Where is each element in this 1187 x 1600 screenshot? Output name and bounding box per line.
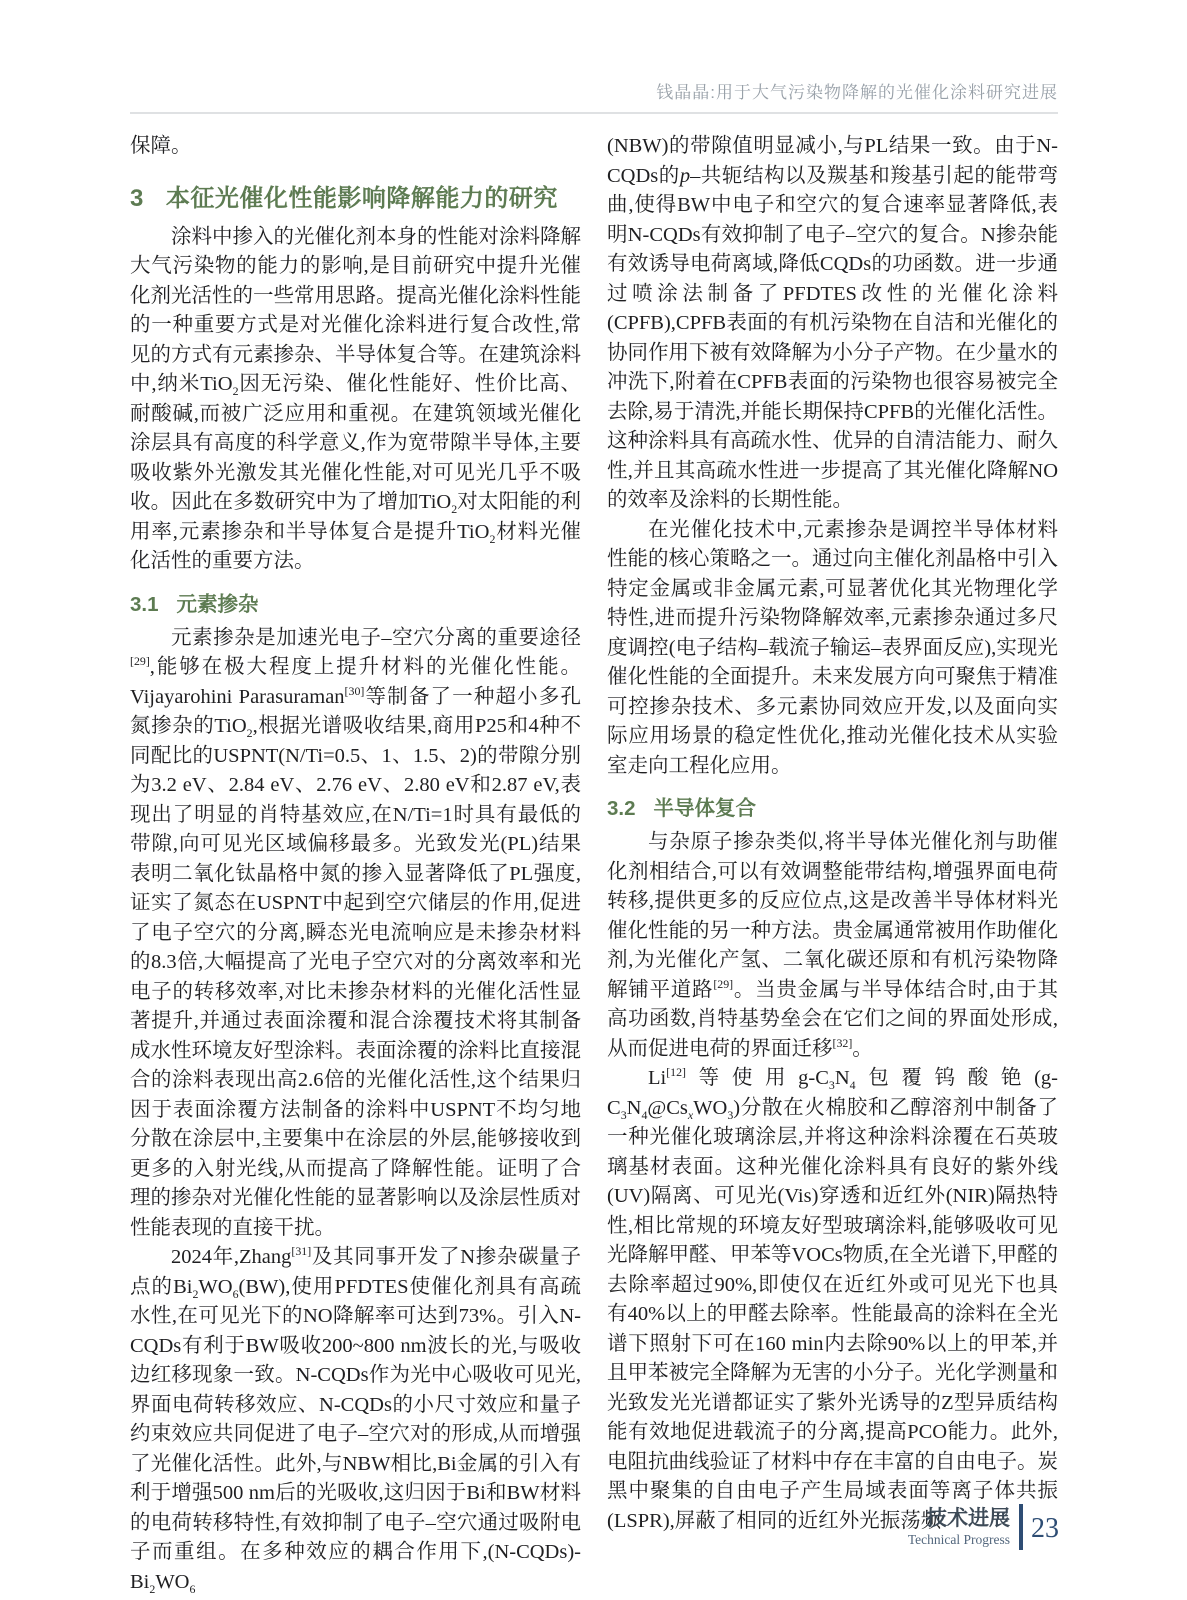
section-title: 本征光催化性能影响降解能力的研究 [165, 184, 558, 212]
subsection-title: 半导体复合 [653, 797, 756, 820]
left-column [130, 132, 581, 1597]
right-column [607, 132, 1058, 1597]
paragraph-element-doping-2: 2024年,Zhang[31]及其同事开发了N掺杂碳量子点的$Bi_2WO_6(BW)$,使用PFDTES使催化剂具有高疏水性,在可见光下的NO降解率可达到73%。引入N-CQDs有利于BW吸收200~800 nm波长的光,与吸收边红移现象一致。N-CQDs作为光中心吸收可见光,界面电荷转移效应、N-CQDs的小尺寸效应和量子约束效应共同促进了电子–空穴对的形成,从而增强了光催化活性。此外,与NBW相比,Bi金属的引入有利于增强500 nm后的光吸收,这归因于Bi和BW材料的电荷转移特性,有效抑制了电子–空穴通过吸附电子而重组。在多种效应的耦合作用下$,(N-CQDs)-Bi_2WO_6$ [130, 1244, 581, 1596]
paragraph-doping-outlook: 在光催化技术中,元素掺杂是调控半导体材料性能的核心策略之一。通过向主催化剂晶格中引入特定金属或非金属元素,可显著优化其光物理化学特性,进而提升污染物降解效率,元素掺杂通过多尺度调控(电子结构–载流子输运–表界面反应),实现光催化性能的全面提升。未来发展方向可聚焦于精准可控掺杂技术、多元素协同效应开发,以及面向实际应用场景的稳定性优化,推动光催化技术从实验室走向工程化应用。 [607, 518, 1058, 777]
footer-divider [1019, 1504, 1023, 1550]
subsection-title: 元素掺杂 [176, 592, 259, 616]
running-title: 钱晶晶:用于大气污染物降解的光催化涂料研究进展 [130, 78, 1058, 114]
page-number: 23 [1031, 1513, 1059, 1544]
footer-section-cn: 技术进展 [926, 1506, 1010, 1530]
subsection-number: 3.1 [130, 592, 159, 616]
footer-section-labels [908, 1507, 1010, 1548]
subsection-number: 3.2 [607, 797, 636, 820]
paragraph-element-doping-1: 元素掺杂是加速光电子–空穴分离的重要途径[29],能够在极大程度上提升材料的光催化性能。Vijayarohini Parasuraman[30]等制备了一种超小多孔氮掺杂的TiO$_2$,根据光谱吸收结果,商用P25和4种不同配比的USPNT(N/Ti=0.5、1、1.5、2)的带隙分别为3.2 eV、2.84 eV、2.76 eV、2.80 eV和2.87 eV,表现出了明显的肖特基效应,在N/Ti=1时具有最低的带隙,向可见光区域偏移最多。光致发光(PL)结果表明二氧化钛晶格中氮的掺入显著降低了PL强度,证实了氮态在USPNT中起到空穴储层的作用,促进了电子空穴的分离,瞬态光电流响应是未掺杂材料的8.3倍,大幅提高了光电子空穴对的分离效率和光电子的转移效率,对比未掺杂材料的光催化活性显著提升,并通过表面涂覆和混合涂覆技术将其制备成水性环境友好型涂料。表面涂覆的涂料比直接混合的涂料表现出高2.6倍的光催化活性,这个结果归因于表面涂覆方法制备的涂料中USPNT不均匀地分散在涂层中,主要集中在涂层的外层,能够接收到更多的入射光线,从而提高了降解性能。证明了合理的掺杂对光催化性能的显著影响以及涂层性质对性能表现的直接干扰。 [130, 626, 581, 1239]
page-footer [908, 1504, 1059, 1550]
paragraph-intro: 涂料中掺入的光催化剂本身的性能对涂料降解大气污染物的能力的影响,是目前研究中提升光催化剂光活性的一些常用思路。提高光催化涂料性能的一种重要方式是对光催化涂料进行复合改性,常见的方式有元素掺杂、半导体复合等。在建筑涂料中,纳米TiO$_2$因无污染、催化性能好、性价比高、耐酸碱,而被广泛应用和重视。在建筑领域光催化涂层具有高度的科学意义,作为宽带隙半导体,主要吸收紫外光激发其光催化性能,对可见光几乎不吸收。因此在多数研究中为了增加TiO$_2$对太阳能的利用率,元素掺杂和半导体复合是提升TiO$_2$材料光催化活性的重要方法。 [130, 225, 581, 572]
paragraph-semiconductor-2: Li[12]等使用$g-C_3N_4$包覆钨酸铯$(g-C_3N_4@Cs_xWO_3)$分散在火棉胶和乙醇溶剂中制备了一种光催化玻璃涂层,并将这种涂料涂覆在石英玻璃基材表面。这种光催化涂料具有良好的紫外线(UV)隔离、可见光(Vis)穿透和近红外(NIR)隔热特性,相比常规的环境友好型玻璃涂料,能够吸收可见光降解甲醛、甲苯等VOCs物质,在全光谱下,甲醛的去除率超过90%,即使仅在近红外或可见光下也具有40%以上的甲醛去除率。性能最高的涂料在全光谱下照射下可在160 min内去除90%以上的甲苯,并且甲苯被完全降解为无害的小分子。光化学测量和光致发光光谱都证实了紫外光诱导的Z型异质结构能有效地促进载流子的分离,提高PCO能力。此外,电阻抗曲线验证了材料中存在丰富的自由电子。炭黑中聚集的自由电子产生局域表面等离子体共振(LSPR),屏蔽了相同的近红外光振荡频 [607, 1065, 1059, 1532]
footer-section-en: Technical Progress [907, 1531, 1010, 1547]
article-body [130, 132, 1058, 1597]
paragraph-semiconductor-1: 与杂原子掺杂类似,将半导体光催化剂与助催化剂相结合,可以有效调整能带结构,增强界面电荷转移,提供更多的反应位点,这是改善半导体材料光催化性能的另一种方法。贵金属通常被用作助催化剂,为光催化产氢、二氧化碳还原和有机污染物降解铺平道路[29]。当贵金属与半导体结合时,由于其高功函数,肖特基势垒会在它们之间的界面处形成,从而促进电荷的界面迁移[32]。 [607, 831, 1058, 1060]
subsection-heading-3-2 [607, 791, 1058, 821]
subsection-heading-3-1 [130, 587, 581, 617]
paragraph-nbw-continuation: (NBW)的带隙值明显减小,与PL结果一致。由于N-CQDs的p–共轭结构以及羰基和羧基引起的能带弯曲,使得BW中电子和空穴的复合速率显著降低,表明N-CQDs有效抑制了电子–空穴的复合。N掺杂能有效诱导电荷离域,降低CQDs的功函数。进一步通过喷涂法制备了PFDTES改性的光催化涂料(CPFB),CPFB表面的有机污染物在自洁和光催化的协同作用下被有效降解为小分子产物。在少量水的冲洗下,附着在CPFB表面的污染物也很容易被完全去除,易于清洗,并能长期保持CPFB的光催化活性。这种涂料具有高疏水性、优异的自清洁能力、耐久性,并且其高疏水性进一步提高了其光催化降解NO的效率及涂料的长期性能。 [607, 135, 1058, 511]
carryover-text: 保障。 [130, 135, 192, 157]
section-number: 3 [130, 184, 144, 212]
section-heading-3 [130, 178, 581, 213]
